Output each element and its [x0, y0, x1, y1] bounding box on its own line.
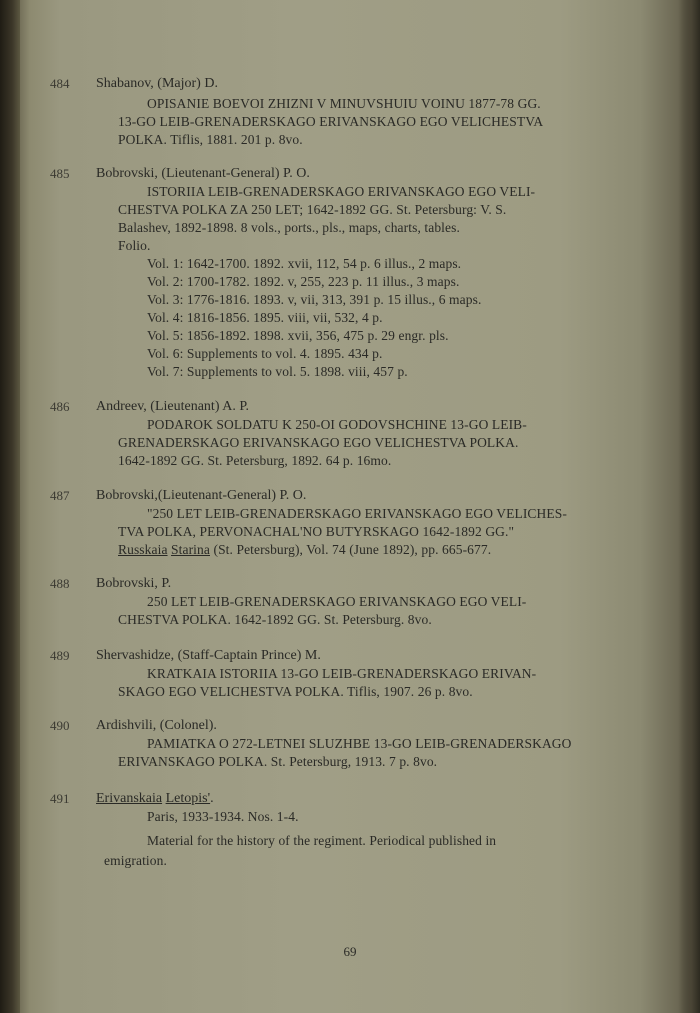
entry-author: Bobrovski, P. [96, 576, 172, 591]
entry-author: Shabanov, (Major) D. [96, 76, 218, 91]
entry-title-line: POLKA. Tiflis, 1881. 201 p. 8vo. [118, 132, 303, 147]
entry-title-line: OPISANIE BOEVOI ZHIZNI V MINUVSHUIU VOINU 1877-78 GG. [147, 96, 541, 111]
binding-shadow [0, 0, 20, 1013]
journal-name-part: Russkaia [118, 542, 168, 557]
entry-author: Shervashidze, (Staff-Captain Prince) M. [96, 648, 321, 663]
volume-line: Vol. 6: Supplements to vol. 4. 1895. 434 p. [147, 346, 383, 361]
entry-title-line: PAMIATKA O 272-LETNEI SLUZHBE 13-GO LEIB-GRENADERSKAGO [147, 736, 572, 751]
volume-line: Vol. 2: 1700-1782. 1892. v, 255, 223 p. 11 illus., 3 maps. [147, 274, 460, 289]
entry-author: Andreev, (Lieutenant) A. P. [96, 399, 250, 414]
entry-title-line: PODAROK SOLDATU K 250-OI GODOVSHCHINE 13-GO LEIB- [147, 417, 527, 432]
entry-number: 485 [50, 166, 70, 181]
journal-details: (St. Petersburg), Vol. 74 (June 1892), pp. 665-677. [213, 542, 492, 557]
volume-line: Vol. 1: 1642-1700. 1892. xvii, 112, 54 p. 6 illus., 2 maps. [147, 256, 462, 271]
entry-title-line: 1642-1892 GG. St. Petersburg, 1892. 64 p. 16mo. [118, 453, 392, 468]
entry-number: 490 [50, 718, 70, 733]
volume-line: Vol. 3: 1776-1816. 1893. v, vii, 313, 391 p. 15 illus., 6 maps. [147, 292, 482, 307]
entry-title-line: TVA POLKA, PERVONACHAL'NO BUTYRSKAGO 1642-1892 GG." [118, 524, 515, 539]
entry-number: 489 [50, 648, 70, 663]
volume-line: Vol. 4: 1816-1856. 1895. viii, vii, 532, 4 p. [147, 310, 383, 325]
entry-title-line: ISTORIIA LEIB-GRENADERSKAGO ERIVANSKAGO EGO VELI- [147, 184, 536, 199]
journal-citation [118, 542, 491, 558]
entry-number: 484 [50, 76, 70, 91]
volume-line: Vol. 5: 1856-1892. 1898. xvii, 356, 475 p. 29 engr. pls. [147, 328, 449, 343]
entry-title-line: SKAGO EGO VELICHESTVA POLKA. Tiflis, 1907. 26 p. 8vo. [118, 684, 473, 699]
entry-title-line: 13-GO LEIB-GRENADERSKAGO ERIVANSKAGO EGO VELICHESTVA [118, 114, 544, 129]
entry-author: Ardishvili, (Colonel). [96, 718, 217, 733]
entry-author: Bobrovski,(Lieutenant-General) P. O. [96, 488, 307, 503]
entry-title-line: ERIVANSKAGO POLKA. St. Petersburg, 1913. 7 p. 8vo. [118, 754, 438, 769]
entry-number: 487 [50, 488, 70, 503]
periodical-title-part: Letopis' [165, 791, 211, 806]
entry-number: 488 [50, 576, 70, 591]
entry-title-line: Folio. [118, 238, 151, 253]
entry-title-line: Paris, 1933-1934. Nos. 1-4. [147, 809, 299, 824]
volume-line: Vol. 7: Supplements to vol. 5. 1898. viii, 457 p. [147, 364, 408, 379]
entry-title-line: 250 LET LEIB-GRENADERSKAGO ERIVANSKAGO EGO VELI- [147, 594, 527, 609]
entry-note-line: emigration. [104, 853, 167, 868]
entry-note-line: Material for the history of the regiment. Periodical published in [147, 833, 497, 848]
entry-title-line: CHESTVA POLKA ZA 250 LET; 1642-1892 GG. St. Petersburg: V. S. [118, 202, 507, 217]
entry-author [96, 791, 214, 807]
entry-title-line: Balashev, 1892-1898. 8 vols., ports., pls., maps, charts, tables. [118, 220, 460, 235]
right-page-edge [678, 0, 700, 1013]
entry-title-line: KRATKAIA ISTORIIA 13-GO LEIB-GRENADERSKAGO ERIVAN- [147, 666, 537, 681]
entry-number: 491 [50, 791, 70, 806]
page-number: 69 [343, 944, 357, 959]
entry-title-line: CHESTVA POLKA. 1642-1892 GG. St. Petersburg. 8vo. [118, 612, 432, 627]
journal-name-part: Starina [171, 542, 210, 557]
periodical-title-part: Erivanskaia [96, 791, 163, 806]
entry-title-line: GRENADERSKAGO ERIVANSKAGO EGO VELICHESTVA POLKA. [118, 435, 519, 450]
entry-number: 486 [50, 399, 70, 414]
entry-title-line: "250 LET LEIB-GRENADERSKAGO ERIVANSKAGO EGO VELICHES- [147, 506, 567, 521]
periodical-title-dot: . [210, 791, 214, 806]
entry-author: Bobrovski, (Lieutenant-General) P. O. [96, 166, 310, 181]
